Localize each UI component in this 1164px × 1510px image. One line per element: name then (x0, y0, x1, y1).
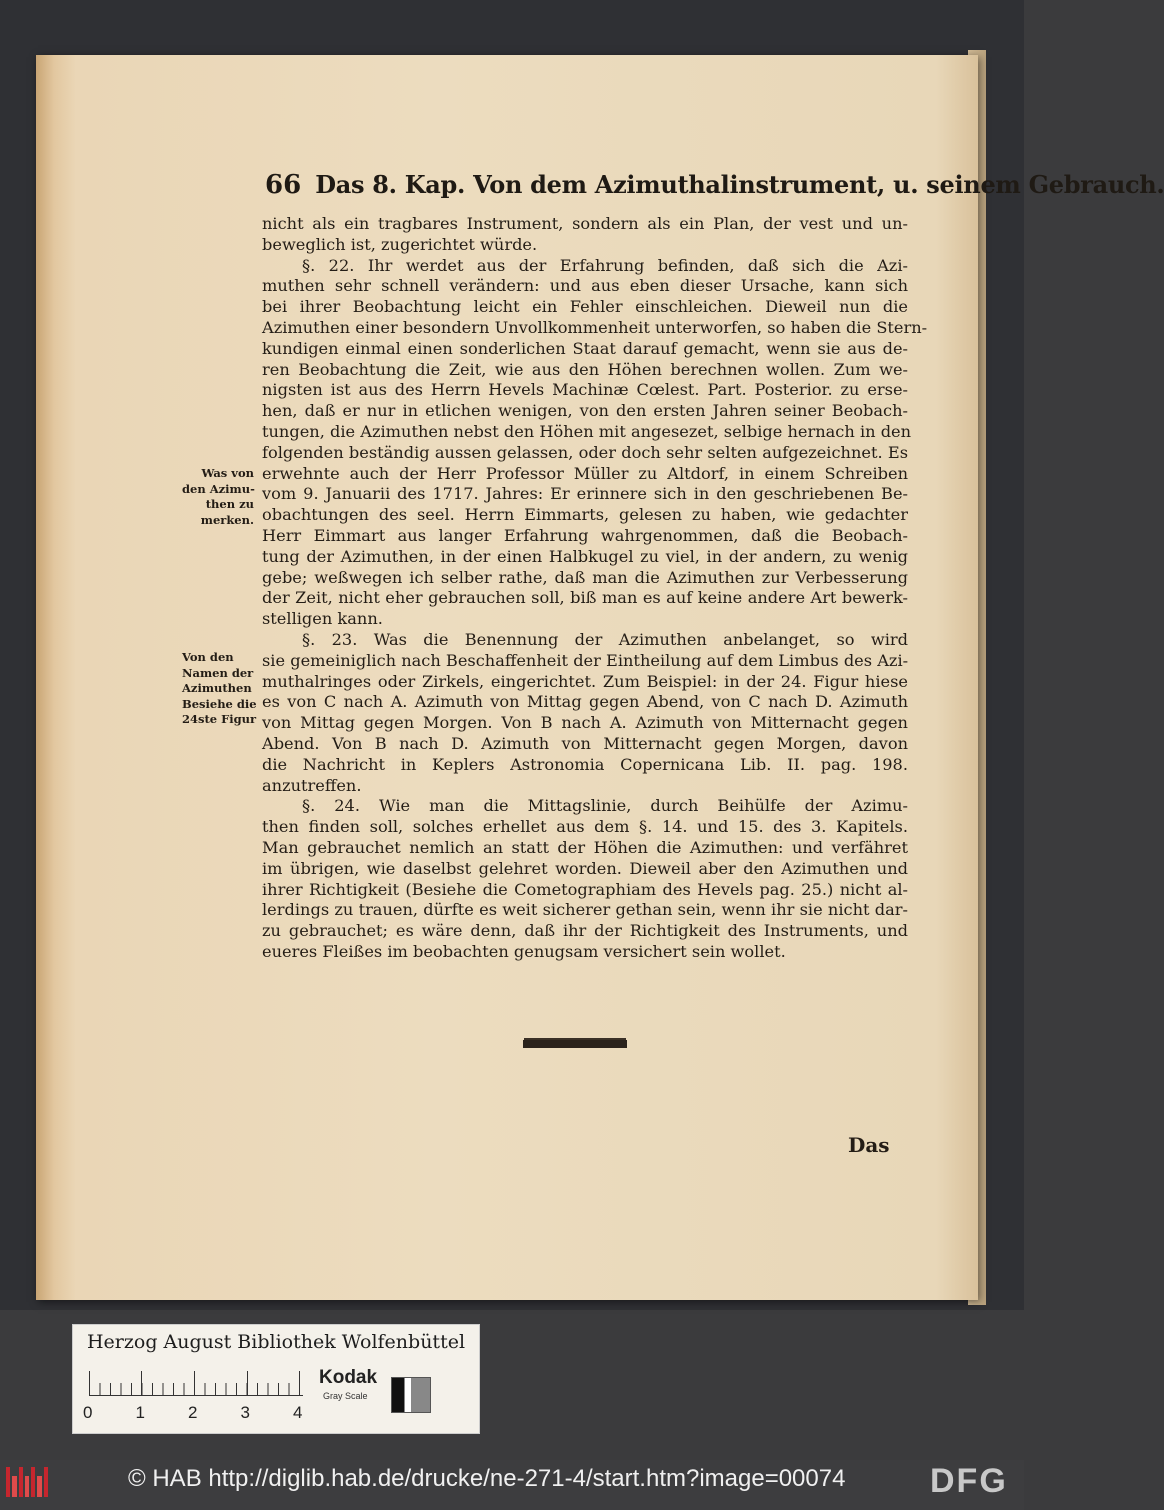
library-name: Herzog August Bibliothek Wolfenbüttel (86, 1331, 466, 1353)
ruler-number: 3 (240, 1403, 250, 1422)
text-line: anzutreffen. (262, 775, 362, 795)
text-line: zu gebrauchet; es wäre denn, daß ihr der Richtigkeit des Instruments, und (262, 921, 908, 941)
ruler-numbers (83, 1403, 313, 1423)
margin-note-azimuth (182, 466, 254, 528)
gray-scale-label: Gray Scale (323, 1391, 368, 1401)
text-line: stelligen kann. (262, 609, 383, 629)
text-line: muthen sehr schnell verändern: und aus eben dieser Ursache, kann sich (262, 276, 908, 296)
body-text (262, 214, 928, 963)
margin-note-line: Besiehe die (182, 696, 257, 711)
text-line: es von C nach A. Azimuth von Mittag gegen Abend, von C nach D. Azimuth (262, 692, 908, 712)
text-line: vom 9. Januarii des 1717. Jahres: Er erinnere sich in den geschriebenen Be- (262, 484, 908, 504)
page-number: 66 (265, 170, 302, 200)
copyright-url: © HAB http://diglib.hab.de/drucke/ne-271-4/start.htm?image=00074 (128, 1465, 846, 1492)
scale-ruler (89, 1371, 303, 1396)
text-line: §. 24. Wie man die Mittagslinie, durch Beihülfe der Azimu- (302, 796, 908, 816)
color-target-card (72, 1324, 480, 1434)
text-line: tungen, die Azimuthen nebst den Höhen mit angesezet, selbige hernach in den (262, 421, 912, 441)
text-line: Man gebrauchet nemlich an statt der Höhen die Azimuthen: und verfähret (262, 837, 908, 857)
text-line: hen, daß er nur in etlichen wenigen, von den ersten Jahren seiner Beobach- (262, 401, 908, 421)
text-line: Azimuthen einer besondern Unvollkommenheit unterworfen, so haben die Stern- (262, 317, 928, 337)
ruler-number: 1 (135, 1403, 145, 1422)
text-line: Abend. Von B nach D. Azimuth von Mitternacht gegen Morgen, davon (262, 733, 908, 753)
text-line: erwehnte auch der Herr Professor Müller zu Altdorf, in einem Schreiben (262, 463, 908, 483)
hab-logo-icon (6, 1467, 48, 1497)
margin-note-names (182, 650, 262, 728)
margin-note-line: then zu (205, 497, 254, 511)
text-line: eueres Fleißes im beobachten genugsam versichert sein wollet. (262, 941, 786, 961)
running-title: Das 8. Kap. Von dem Azimuthalinstrument, u. seinem Gebrauch. (315, 170, 1164, 199)
dfg-logo: DFG (930, 1462, 1008, 1500)
text-line: tung der Azimuthen, in der einen Halbkugel zu viel, in der andern, zu wenig (262, 546, 908, 566)
margin-note-line: merken. (200, 512, 254, 527)
text-line: von Mittag gegen Morgen. Von B nach A. Azimuth von Mitternacht gegen (262, 713, 908, 733)
section-end-rule (523, 1040, 627, 1048)
ruler-number: 2 (188, 1403, 198, 1422)
text-line: ren Beobachtung die Zeit, wie aus den Höhen berechnen wollen. Zum we- (262, 359, 908, 379)
ruler-number: 4 (293, 1403, 303, 1422)
text-line: nicht als ein tragbares Instrument, sondern als ein Plan, der vest und un- (262, 214, 908, 233)
text-line: die Nachricht in Keplers Astronomia Copernicana Lib. II. pag. 198. (262, 754, 908, 774)
text-line: der Zeit, nicht eher gebrauchen soll, biß man es auf keine andere Art bewerk- (262, 588, 908, 608)
text-line: im übrigen, wie daselbst gelehret worden. Dieweil aber den Azimuthen und (262, 858, 908, 878)
margin-note-line: Azimuthen (182, 681, 252, 695)
margin-note-line: Namen der (182, 665, 254, 680)
text-line: ihrer Richtigkeit (Besiehe die Cometographiam des Hevels pag. 25.) nicht al- (262, 879, 908, 899)
text-line: sie gemeiniglich nach Beschaffenheit der Eintheilung auf dem Limbus des Azi- (262, 650, 909, 670)
kodak-logo: Kodak (319, 1367, 378, 1388)
catchword: Das (848, 1133, 890, 1157)
text-line: kundigen einmal einen sonderlichen Staat darauf gemacht, wenn sie aus de- (262, 338, 908, 358)
text-line: then finden soll, solches erhellet aus dem §. 14. und 15. des 3. Kapitels. (262, 817, 908, 837)
text-line: lerdings zu trauen, dürfte es weit sicherer gethan sein, wenn ihr sie nicht dar- (262, 900, 908, 920)
ruler-number: 0 (83, 1403, 93, 1422)
text-line: bei ihrer Beobachtung leicht ein Fehler einschleichen. Dieweil nun die (262, 297, 908, 317)
margin-note-line: Von den (182, 650, 234, 664)
running-head (265, 170, 1164, 204)
text-line: gebe; weßwegen ich selber rathe, daß man die Azimuthen zur Verbesserung (262, 567, 908, 587)
text-line: obachtungen des seel. Herrn Eimmarts, gelesen zu haben, wie gedachter (262, 505, 908, 525)
text-line: Herr Eimmart aus langer Erfahrung wahrgenommen, daß die Beobach- (262, 525, 908, 545)
text-line: §. 23. Was die Benennung der Azimuthen anbelanget, so wird (302, 629, 908, 649)
text-line: nigsten ist aus des Herrn Hevels Machinæ Cœlest. Part. Posterior. zu erse- (262, 380, 908, 400)
margin-note-line: Was von (201, 466, 254, 480)
margin-note-line: 24ste Figur (182, 712, 257, 726)
gray-swatch (391, 1377, 431, 1413)
text-line: folgenden beständig aussen gelassen, oder doch sehr selten aufgezeichnet. Es (262, 442, 908, 462)
text-line: §. 22. Ihr werdet aus der Erfahrung befinden, daß sich die Azi- (302, 255, 908, 275)
text-line: muthalringes oder Zirkels, eingerichtet. Zum Beispiel: in der 24. Figur hiese (262, 671, 908, 691)
margin-note-line: den Azimu- (182, 481, 255, 496)
text-line: beweglich ist, zugerichtet würde. (262, 234, 538, 254)
